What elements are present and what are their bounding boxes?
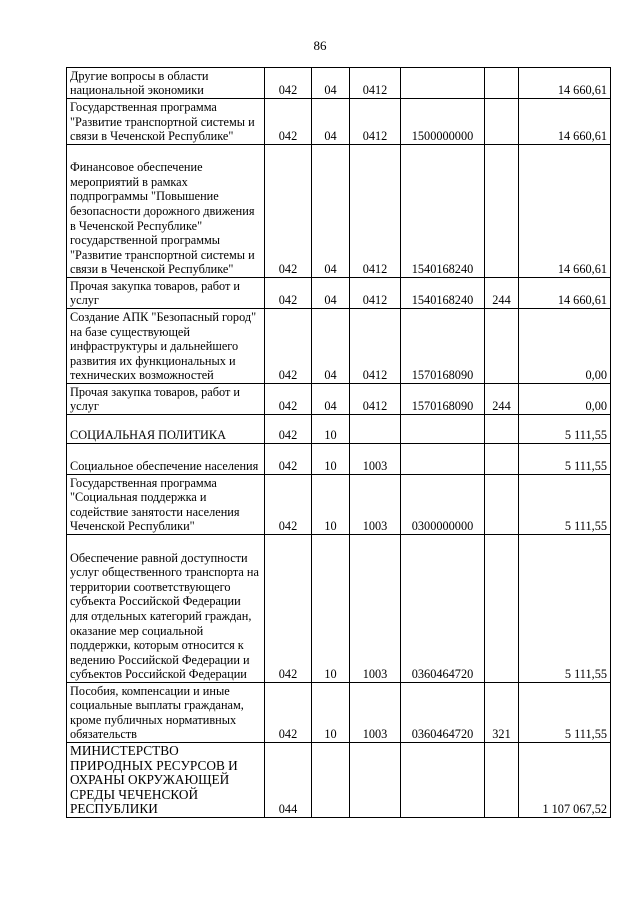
row-subsection-code: 0412 [350, 309, 401, 384]
row-name: Прочая закупка товаров, работ и услуг [67, 278, 265, 309]
row-section-code: 04 [312, 68, 350, 99]
table-body [67, 68, 611, 818]
row-ministry-code: 042 [265, 68, 312, 99]
row-ministry-code: 042 [265, 475, 312, 535]
row-name: Финансовое обеспечение мероприятий в рамках подпрограммы "Повышение безопасности дорожного движения в Чеченской Республике" государственной программы "Развитие транспортной системы и связи в Чеченской Республике" [67, 145, 265, 278]
row-section-code: 10 [312, 535, 350, 683]
row-subsection-code: 1003 [350, 475, 401, 535]
page-number: 86 [313, 38, 327, 53]
row-expense-type [485, 68, 519, 99]
row-subsection-code [350, 743, 401, 818]
row-target-article [401, 415, 485, 444]
row-expense-type: 244 [485, 384, 519, 415]
table-row [67, 415, 611, 444]
row-ministry-code: 042 [265, 683, 312, 743]
table-row [67, 309, 611, 384]
row-target-article: 1500000000 [401, 99, 485, 145]
row-ministry-code: 042 [265, 535, 312, 683]
row-expense-type [485, 475, 519, 535]
row-expense-type [485, 99, 519, 145]
row-target-article: 1540168240 [401, 145, 485, 278]
table-row [67, 99, 611, 145]
row-amount: 14 660,61 [519, 99, 611, 145]
row-amount: 1 107 067,52 [519, 743, 611, 818]
row-ministry-code: 044 [265, 743, 312, 818]
row-name: Создание АПК "Безопасный город" на базе существующей инфраструктуры и дальнейшего развития их функциональных и технических возможностей [67, 309, 265, 384]
row-target-article: 0300000000 [401, 475, 485, 535]
row-amount: 5 111,55 [519, 683, 611, 743]
row-amount: 0,00 [519, 309, 611, 384]
row-subsection-code: 0412 [350, 99, 401, 145]
row-ministry-code: 042 [265, 415, 312, 444]
row-name: Социальное обеспечение населения [67, 444, 265, 475]
row-amount: 14 660,61 [519, 278, 611, 309]
row-expense-type: 244 [485, 278, 519, 309]
row-target-article [401, 743, 485, 818]
row-amount: 5 111,55 [519, 444, 611, 475]
row-name: Государственная программа "Развитие транспортной системы и связи в Чеченской Республике" [67, 99, 265, 145]
row-target-article: 0360464720 [401, 535, 485, 683]
row-ministry-code: 042 [265, 99, 312, 145]
row-subsection-code [350, 415, 401, 444]
row-expense-type [485, 415, 519, 444]
row-target-article: 1570168090 [401, 309, 485, 384]
row-section-code: 04 [312, 384, 350, 415]
budget-table [66, 67, 611, 818]
row-name: Государственная программа "Социальная поддержка и содействие занятости населения Чеченской Республики" [67, 475, 265, 535]
row-amount: 14 660,61 [519, 145, 611, 278]
row-amount: 5 111,55 [519, 475, 611, 535]
row-subsection-code: 1003 [350, 683, 401, 743]
table-row [67, 444, 611, 475]
table-row [67, 145, 611, 278]
row-amount: 0,00 [519, 384, 611, 415]
row-name: Другие вопросы в области национальной экономики [67, 68, 265, 99]
row-amount: 14 660,61 [519, 68, 611, 99]
row-ministry-code: 042 [265, 145, 312, 278]
table-row [67, 683, 611, 743]
table-row [67, 475, 611, 535]
row-name: Обеспечение равной доступности услуг общественного транспорта на территории соответствующего субъекта Российской Федерации для отдельных категорий граждан, оказание мер социальной поддержки, которым относится к ведению Российской Федерации и субъектов Российской Федерации [67, 535, 265, 683]
row-target-article [401, 444, 485, 475]
row-target-article: 1570168090 [401, 384, 485, 415]
row-section-code [312, 743, 350, 818]
table-row [67, 535, 611, 683]
row-expense-type [485, 145, 519, 278]
row-ministry-code: 042 [265, 278, 312, 309]
row-section-code: 10 [312, 444, 350, 475]
row-ministry-code: 042 [265, 384, 312, 415]
row-expense-type: 321 [485, 683, 519, 743]
row-expense-type [485, 535, 519, 683]
row-ministry-code: 042 [265, 309, 312, 384]
row-subsection-code: 0412 [350, 145, 401, 278]
row-target-article: 1540168240 [401, 278, 485, 309]
row-name: СОЦИАЛЬНАЯ ПОЛИТИКА [67, 415, 265, 444]
table-row [67, 384, 611, 415]
row-section-code: 04 [312, 145, 350, 278]
row-subsection-code: 1003 [350, 535, 401, 683]
row-section-code: 10 [312, 683, 350, 743]
table-row [67, 743, 611, 818]
table-row [67, 278, 611, 309]
table-row [67, 68, 611, 99]
row-section-code: 04 [312, 278, 350, 309]
row-subsection-code: 0412 [350, 384, 401, 415]
row-expense-type [485, 309, 519, 384]
row-amount: 5 111,55 [519, 535, 611, 683]
row-expense-type [485, 444, 519, 475]
row-subsection-code: 0412 [350, 68, 401, 99]
row-expense-type [485, 743, 519, 818]
row-section-code: 10 [312, 475, 350, 535]
row-name: Пособия, компенсации и иные социальные выплаты гражданам, кроме публичных нормативных обязательств [67, 683, 265, 743]
row-section-code: 04 [312, 99, 350, 145]
row-subsection-code: 0412 [350, 278, 401, 309]
row-section-code: 04 [312, 309, 350, 384]
row-name: Прочая закупка товаров, работ и услуг [67, 384, 265, 415]
row-amount: 5 111,55 [519, 415, 611, 444]
row-target-article [401, 68, 485, 99]
row-section-code: 10 [312, 415, 350, 444]
row-target-article: 0360464720 [401, 683, 485, 743]
row-ministry-code: 042 [265, 444, 312, 475]
row-name: МИНИСТЕРСТВО ПРИРОДНЫХ РЕСУРСОВ И ОХРАНЫ ОКРУЖАЮЩЕЙ СРЕДЫ ЧЕЧЕНСКОЙ РЕСПУБЛИКИ [67, 743, 265, 818]
row-subsection-code: 1003 [350, 444, 401, 475]
